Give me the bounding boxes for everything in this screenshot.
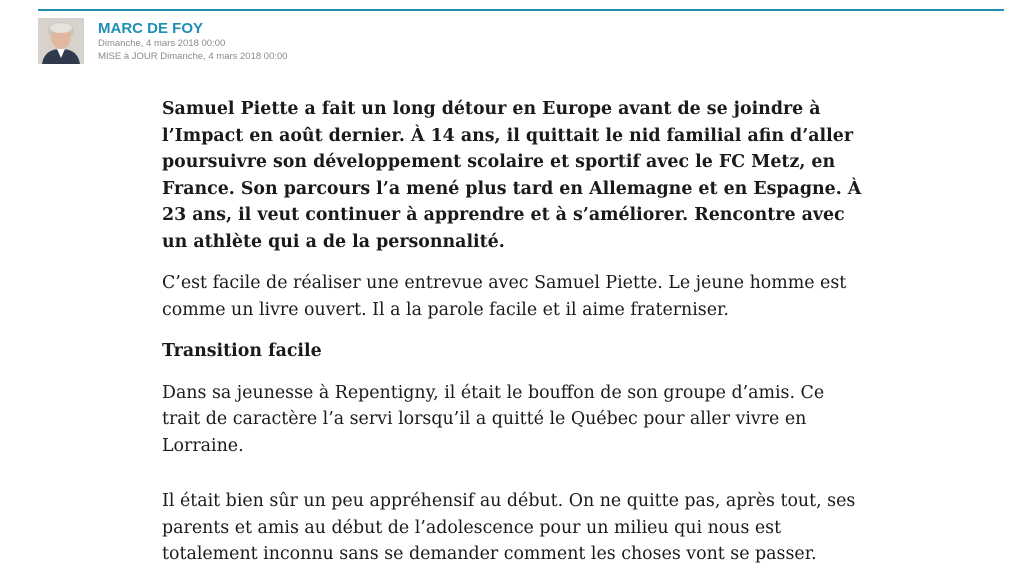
- author-name-link[interactable]: MARC DE FOY: [98, 20, 203, 37]
- article-paragraph: C’est facile de réaliser une entrevue avec Samuel Piette. Le jeune homme est comme un livre ouvert. Il a la parole facile et il aime fraterniser.: [162, 273, 847, 320]
- article-subheading: Transition facile: [162, 341, 322, 361]
- article-paragraph: Dans sa jeunesse à Repentigny, il était le bouffon de son groupe d’amis. Ce trait de caractère l’a servi lorsqu’il a quitté le Québec pour aller vivre en Lorraine.: [162, 382, 825, 456]
- updated-date: MISE à JOUR Dimanche, 4 mars 2018 00:00: [98, 51, 288, 62]
- author-byline: [38, 9, 1004, 71]
- author-avatar[interactable]: [38, 18, 84, 64]
- author-info: [98, 20, 288, 63]
- author-photo: [38, 18, 84, 64]
- article-body: [162, 96, 862, 583]
- published-date: Dimanche, 4 mars 2018 00:00: [98, 38, 226, 49]
- article-lead: Samuel Piette a fait un long détour en Europe avant de se joindre à l’Impact en août dernier. À 14 ans, il quittait le nid familial afin d’aller poursuivre son développement scolaire et sportif avec le FC Metz, en France. Son parcours l’a mené plus tard en Allemagne et en Espagne. À 23 ans, il veut continuer à apprendre et à s’améliorer. Rencontre avec un athlète qui a de la personnalité.: [162, 99, 862, 252]
- article-paragraph: Il était bien sûr un peu appréhensif au début. On ne quitte pas, après tout, ses parents et amis au début de l’adolescence pour un milieu qui nous est totalement inconnu sans se demander comment les choses vont se passer.: [162, 491, 856, 564]
